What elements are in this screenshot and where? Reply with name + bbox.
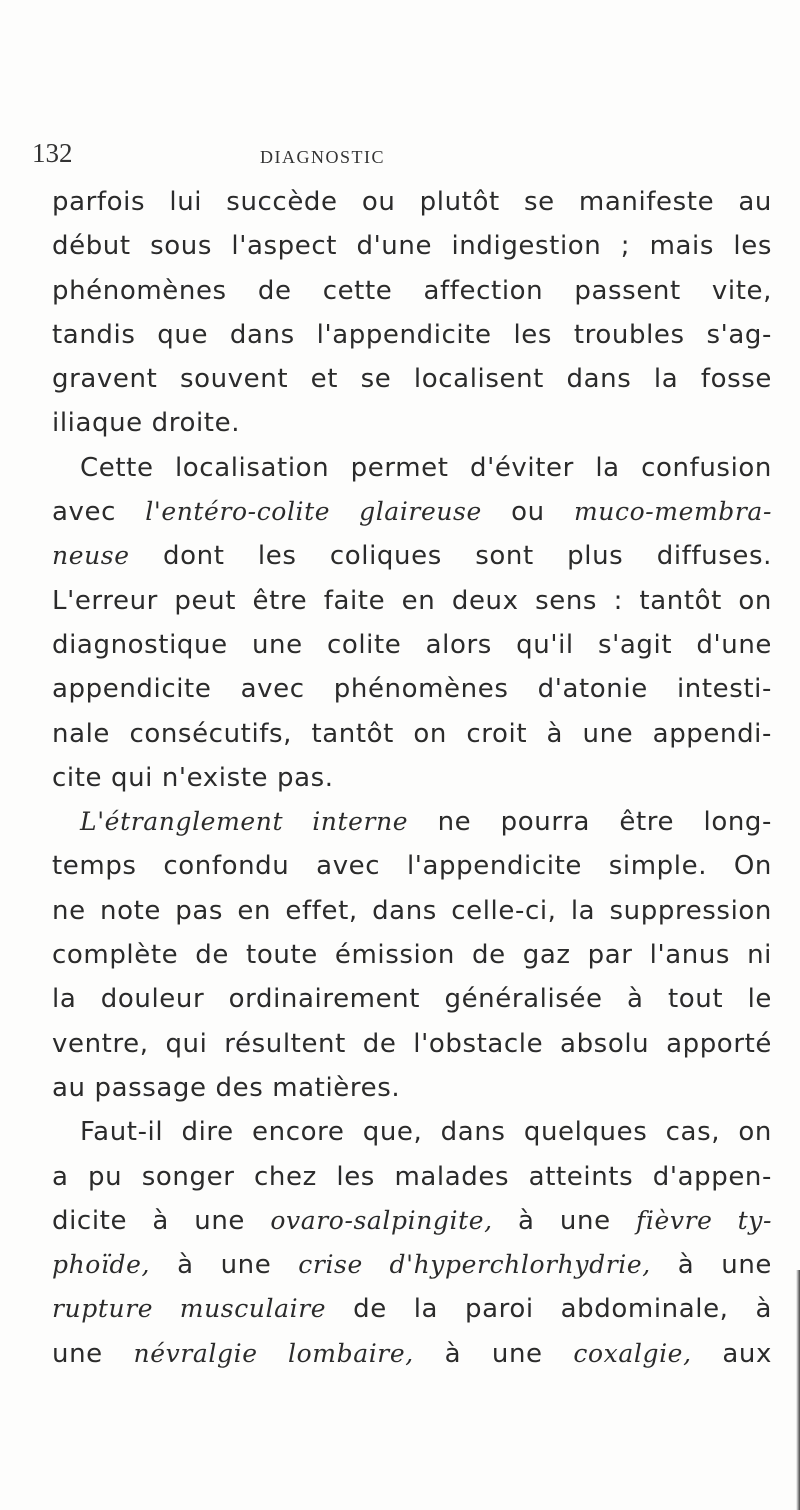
page-number: 132 [32, 138, 73, 168]
text-line [52, 579, 772, 623]
text-run: la douleur ordinairement généralisée à tout le [52, 984, 772, 1015]
text-run: dont les coliques sont plus diffuses. [129, 541, 772, 572]
text-run: diagnostique une colite alors qu'il s'agit d'une [52, 629, 772, 660]
text-run: parfois lui succède ou plutôt se manifeste au [52, 187, 772, 217]
text-line [52, 1332, 772, 1376]
text-run: au passage des matières. [52, 1072, 401, 1103]
text-line [52, 313, 772, 357]
text-line [52, 224, 772, 268]
text-run: une [52, 1338, 134, 1369]
text-run: L'erreur peut être faite en deux sens : tantôt on [52, 585, 772, 616]
text-run: gravent souvent et se localisent dans la fosse [52, 364, 772, 395]
text-line [52, 712, 772, 756]
text-run: nale consécutifs, tantôt on croit à une appendi- [52, 718, 772, 749]
text-run: appendicite avec phénomènes d'atonie intesti- [52, 674, 772, 705]
body-text [52, 180, 772, 1376]
text-line [52, 1155, 772, 1199]
italic-term: fièvre ty- [636, 1205, 773, 1235]
text-line [52, 534, 772, 578]
italic-term: muco-membra- [573, 497, 772, 527]
italic-term: L'étranglement interne [80, 807, 409, 837]
text-line [52, 756, 772, 800]
text-run: à une [150, 1250, 299, 1281]
text-line [52, 977, 772, 1021]
italic-term: névralgie lombaire, [133, 1338, 414, 1368]
text-run: a pu songer chez les malades atteints d'appen- [52, 1161, 772, 1192]
text-line [52, 401, 772, 445]
text-run: Cette localisation permet d'éviter la confusion [80, 452, 772, 483]
scan-edge-shadow [796, 1270, 800, 1510]
text-line [52, 180, 772, 224]
text-run: ventre, qui résultent de l'obstacle absolu apporté [52, 1028, 772, 1059]
italic-term: l'entéro-colite glaireuse [145, 497, 482, 527]
text-line [52, 667, 772, 711]
text-run: début sous l'aspect d'une indigestion ; mais les [52, 231, 772, 262]
text-run: phénomènes de cette affection passent vite, [52, 275, 772, 306]
italic-term: phoïde, [52, 1250, 151, 1280]
text-run: à une [492, 1205, 637, 1236]
text-line [52, 933, 772, 977]
italic-term: rupture musculaire [52, 1294, 327, 1324]
text-run: ne pourra être long- [408, 807, 772, 838]
text-line [52, 1243, 772, 1287]
text-line [52, 1110, 772, 1154]
text-line [52, 623, 772, 667]
text-run: temps confondu avec l'appendicite simple. On [52, 851, 772, 882]
text-run: aux [691, 1338, 772, 1369]
text-line [52, 490, 772, 534]
text-run: à une [413, 1338, 574, 1369]
text-run: avec [52, 497, 146, 528]
text-run: Faut-il dire encore que, dans quelques cas, on [80, 1117, 772, 1148]
italic-term: coxalgie, [573, 1338, 692, 1368]
text-run: ou [481, 497, 574, 528]
italic-term: ovaro-salpingite, [270, 1205, 493, 1235]
text-line [52, 357, 772, 401]
text-run: à une [650, 1250, 772, 1281]
text-run: ne note pas en effet, dans celle-ci, la suppression [52, 895, 772, 926]
text-run: cite qui n'existe pas. [52, 762, 334, 793]
italic-term: neuse [52, 541, 130, 571]
text-line [52, 269, 772, 313]
text-line [52, 1287, 772, 1331]
text-line [52, 844, 772, 888]
text-line [52, 1066, 772, 1110]
text-run: de la paroi abdominale, à [326, 1294, 772, 1325]
text-run: iliaque droite. [52, 408, 241, 439]
text-line [52, 1199, 772, 1243]
text-run: tandis que dans l'appendicite les troubles s'ag- [52, 319, 772, 350]
running-head: DIAGNOSTIC [260, 147, 385, 167]
text-run: complète de toute émission de gaz par l'anus ni [52, 940, 772, 971]
text-line [52, 889, 772, 933]
text-line [52, 1022, 772, 1066]
text-line [52, 446, 772, 490]
italic-term: crise d'hyperchlorhydrie, [298, 1250, 651, 1280]
text-line [52, 800, 772, 844]
text-run: dicite à une [52, 1205, 271, 1236]
